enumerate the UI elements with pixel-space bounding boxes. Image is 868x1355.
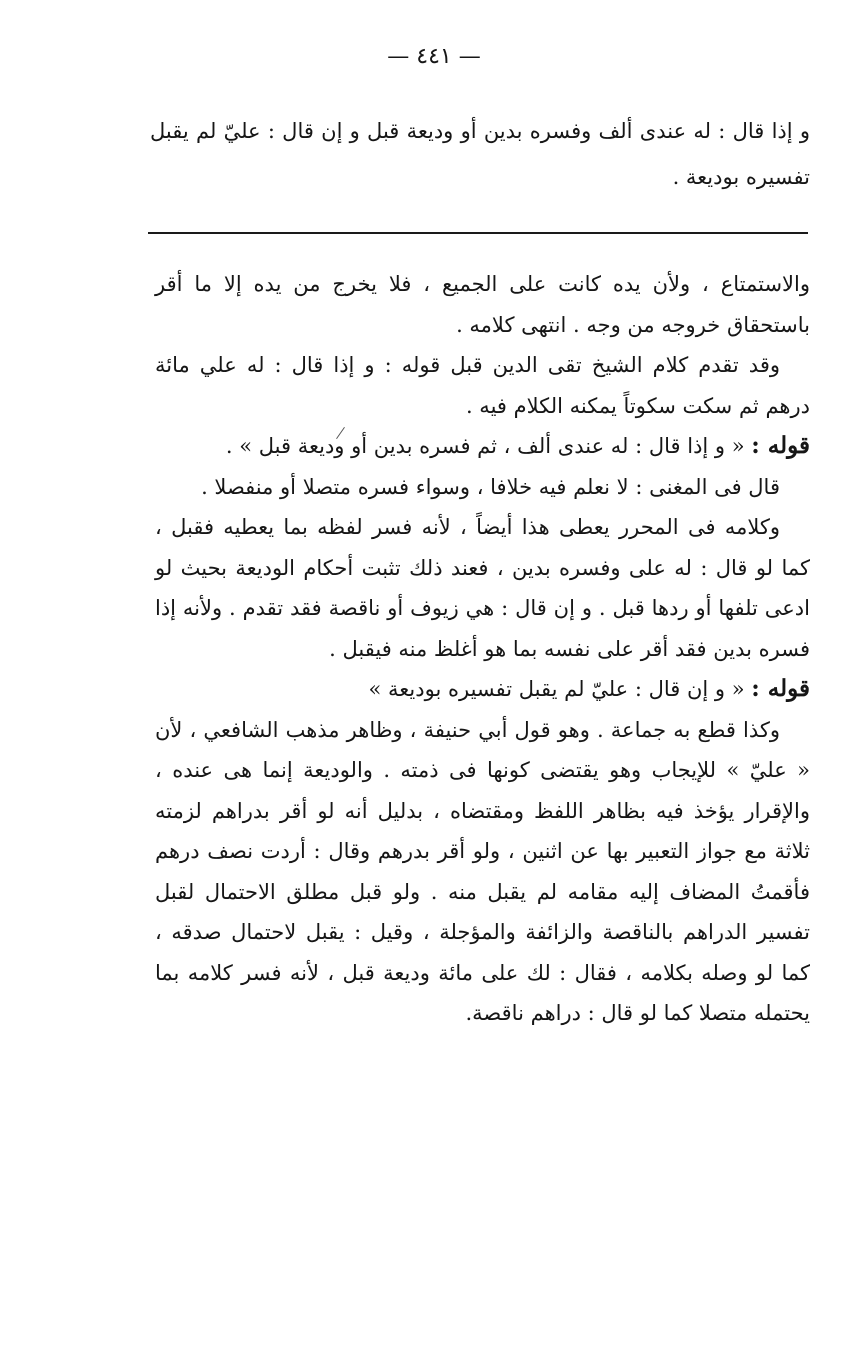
page-number: — ٤٤١ — [387, 44, 481, 69]
qawluhu-label: قوله : [751, 432, 810, 459]
quoted-matn: « و إذا قال : له عندى ألف ، ثم فسره بدين أو وديعة قبل » . [225, 434, 752, 458]
commentary-paragraph: وكذا قطع به جماعة . وهو قول أبي حنيفة ، وظاهر مذهب الشافعي ، لأن « عليّ » للإيجاب وهو يقتضى كونها فى ذمته . والوديعة إنما هى عنده ، والإقرار يؤخذ فيه بظاهر اللفظ ومقتضاه ، بدليل أنه لو أقر بدراهم لزمته ثلاثة مع جواز التعبير بها عن اثنين ، ولو أقر بدرهم وقال : أردت نصف درهم فأقمتُ المضاف إليه مقامه لم يقبل منه . ولو قبل مطلق الاحتمال لقبل تفسير الدراهم بالناقصة والزائفة والمؤجلة ، وقيل : يقبل لاحتمال صدقه ، كما لو وصله بكلامه ، فقال : لك على مائة وديعة قبل ، لأنه فسر كلامه بما يحتمله متصلا كما لو قال : دراهم ناقصة. [155, 717, 810, 1025]
quoted-matn: « و إن قال : عليّ لم يقبل تفسيره بوديعة » [368, 677, 752, 701]
main-text: و إذا قال : له عندى ألف وفسره بدين أو وديعة قبل و إن قال : عليّ لم يقبل تفسيره بوديعة . [150, 119, 810, 189]
commentary-paragraph [155, 426, 810, 467]
commentary-paragraph: وقد تقدم كلام الشيخ تقى الدين قبل قوله : و إذا قال : له علي مائة درهم ثم سكت سكوتاً يمكنه الكلام فيه . [155, 353, 810, 418]
separator-line [148, 232, 808, 234]
commentary-paragraph: والاستمتاع ، ولأن يده كانت على الجميع ، فلا يخرج من يده إلا ما أقر باستحقاق خروجه من وجه . انتهى كلامه . [155, 272, 810, 337]
commentary-paragraph: وكلامه فى المحرر يعطى هذا أيضاً ، لأنه فسر لفظه بما يعطيه فقبل ، كما لو قال : له على وفسره بدين ، فعند ذلك تثبت أحكام الوديعة بحيث لو ادعى تلفها أو ردها قبل . و إن قال : هي زيوف أو ناقصة فقد تقدم . ولأنه إذا فسره بدين فقد أقر على نفسه بما هو أغلظ منه فيقبل . [155, 515, 810, 661]
qawluhu-label: قوله : [751, 675, 810, 702]
commentary [155, 264, 810, 1034]
commentary-paragraph: قال فى المغنى : لا نعلم فيه خلافا ، وسواء فسره متصلا أو منفصلا . [201, 474, 780, 499]
commentary-paragraph [155, 669, 810, 710]
